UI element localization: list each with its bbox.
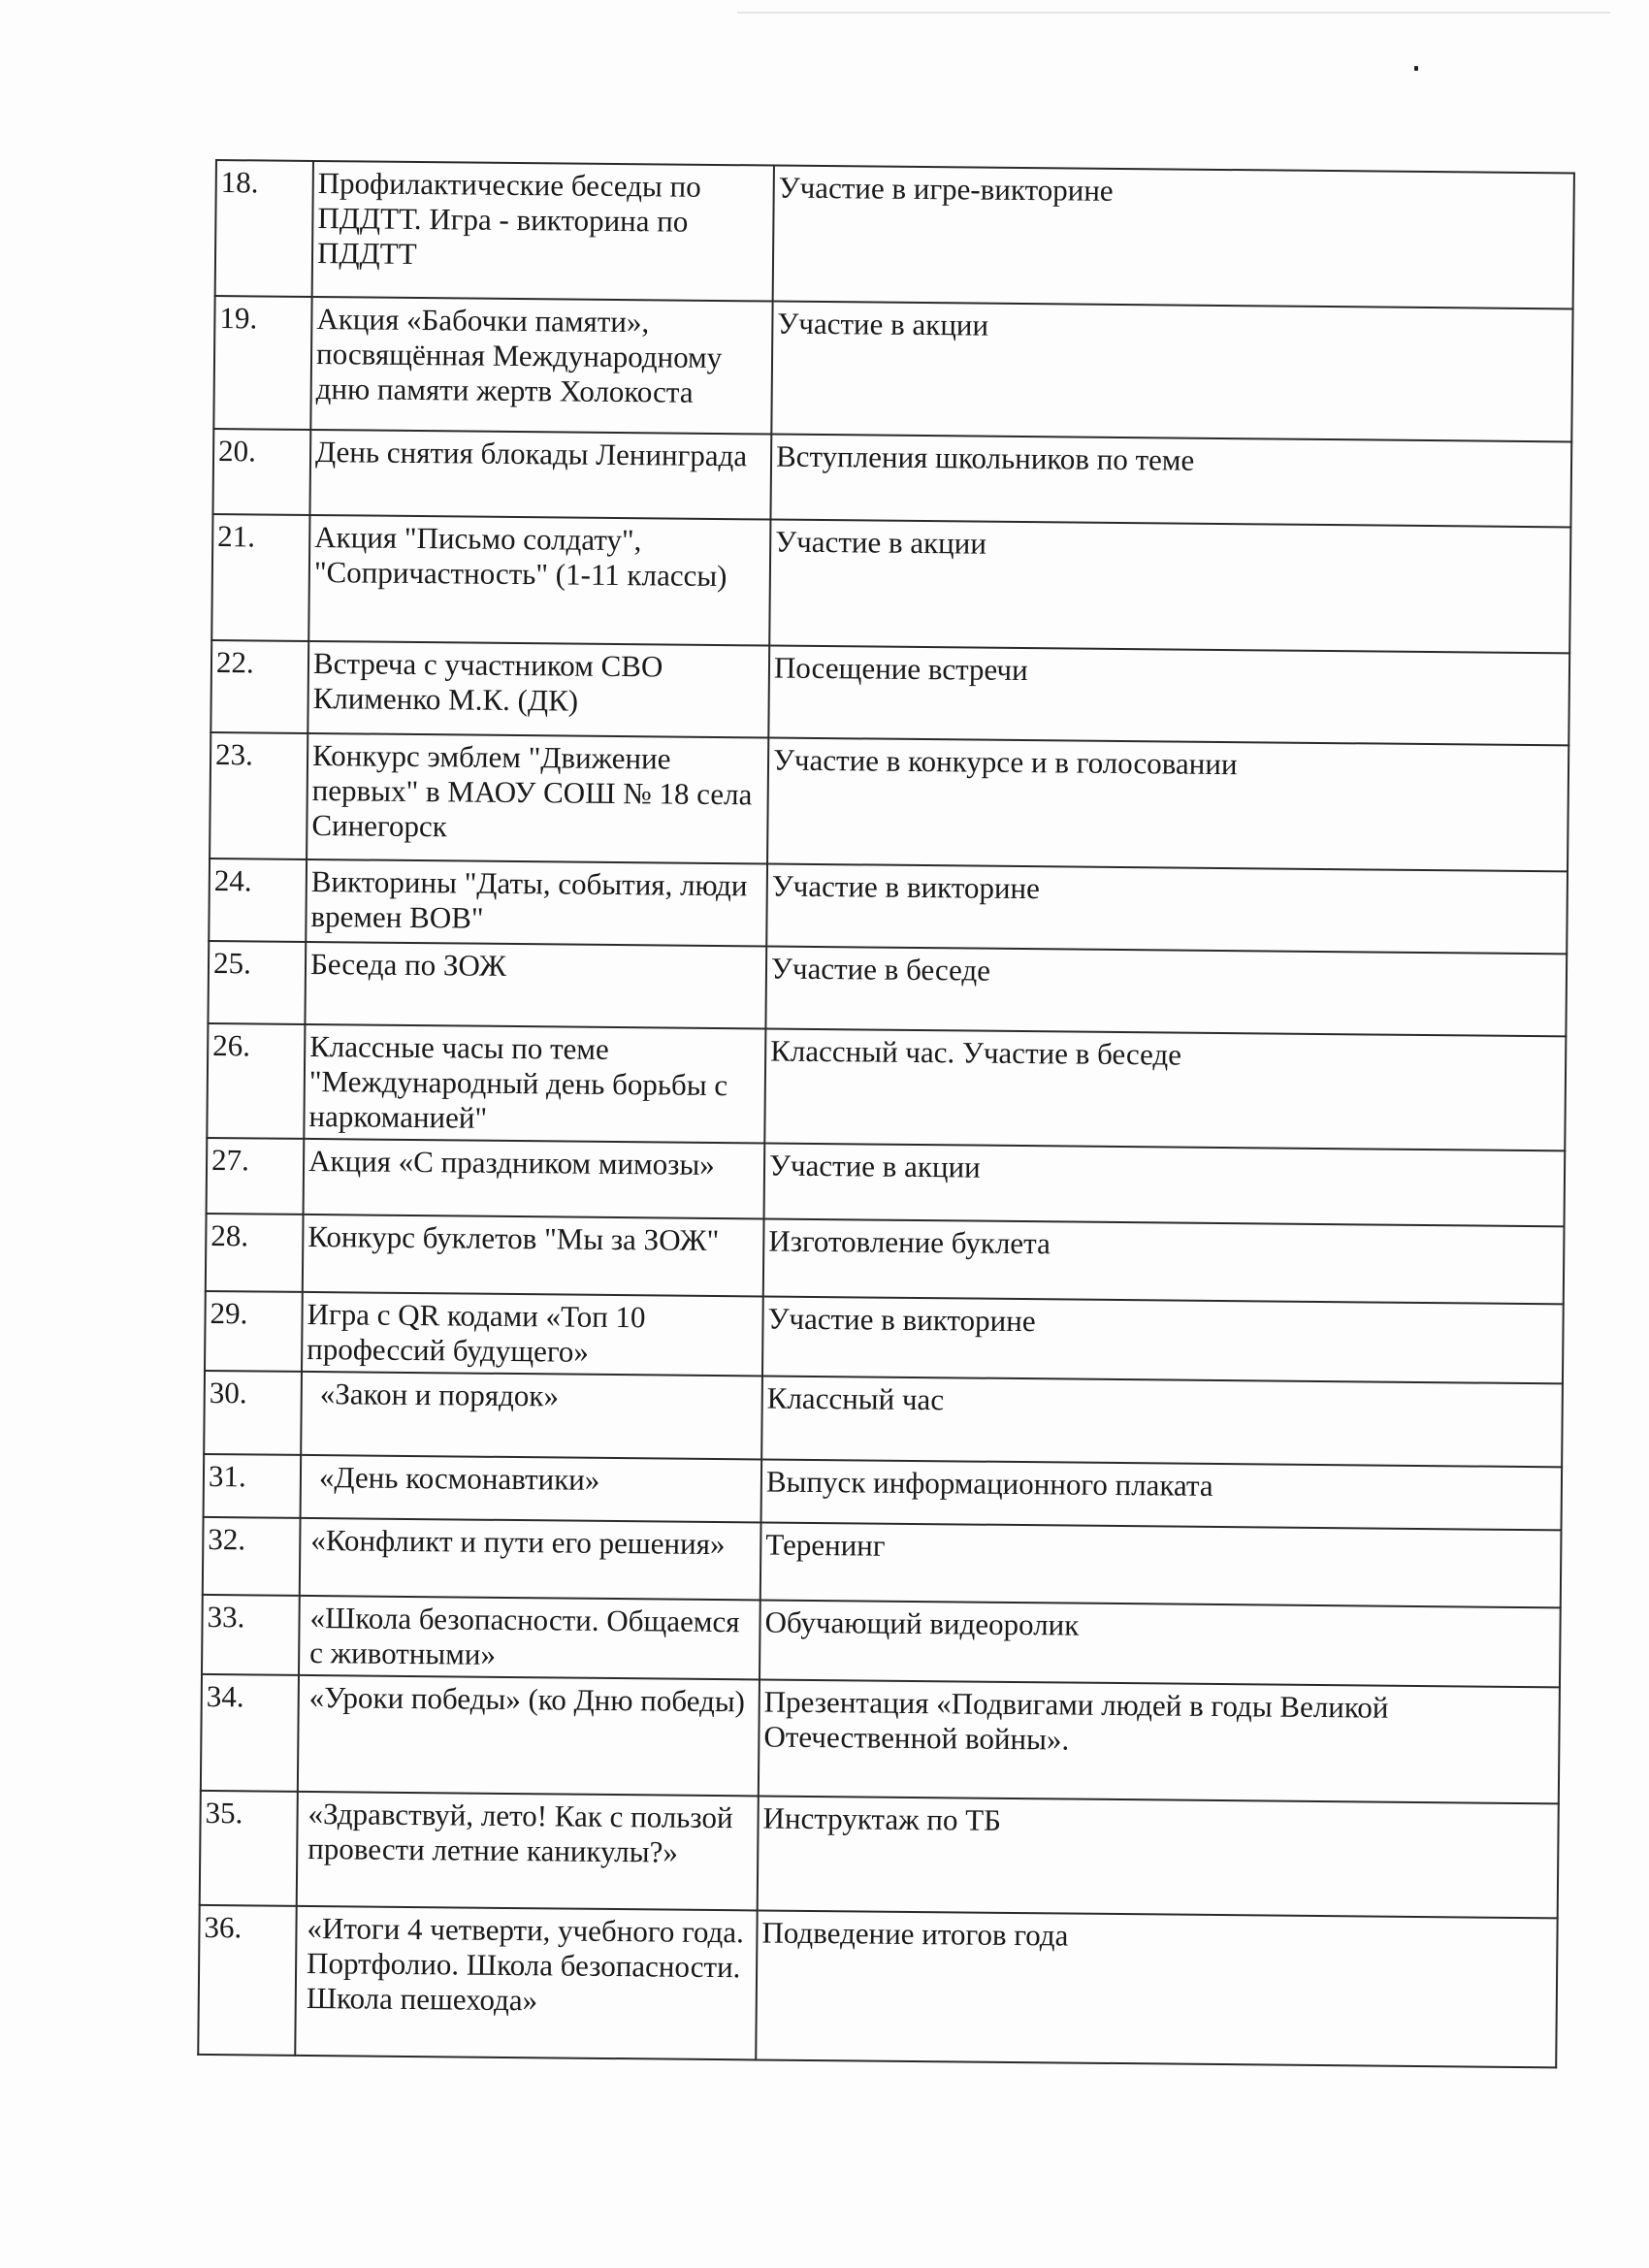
table-row xyxy=(201,1674,1560,1803)
event-form: Участие в викторине xyxy=(762,1296,1564,1383)
event-title: Акция «Бабочки памяти», посвящённая Международному дню памяти жертв Холокоста xyxy=(310,297,772,435)
event-form: Участие в викторине xyxy=(766,863,1568,954)
event-form: Участие в акции xyxy=(764,1143,1566,1226)
event-title: «Закон и порядок» xyxy=(301,1372,762,1460)
event-title: Конкурс буклетов "Мы за ЗОЖ" xyxy=(303,1215,764,1297)
row-number: 31. xyxy=(204,1454,302,1518)
table-row xyxy=(205,1291,1564,1383)
row-number: 23. xyxy=(210,732,307,859)
row-number: 32. xyxy=(203,1517,301,1596)
event-form: Обучающий видеоролик xyxy=(760,1600,1561,1687)
row-number: 36. xyxy=(198,1905,296,2056)
table-row xyxy=(204,1371,1563,1467)
table-row xyxy=(208,941,1567,1036)
event-title: «Итоги 4 четверти, учебного года. Портфолио. Школа безопасности. Школа пешехода» xyxy=(295,1906,757,2060)
event-form: Посещение встречи xyxy=(768,646,1569,746)
table-row xyxy=(200,1791,1559,1918)
event-title: Профилактические беседы по ПДДТТ. Игра - викторина по ПДДТТ xyxy=(312,161,774,302)
events-table-body xyxy=(198,160,1574,2067)
event-title: «День космонавтики» xyxy=(301,1455,762,1523)
table-row xyxy=(210,732,1568,871)
table-row xyxy=(209,859,1568,954)
table-row xyxy=(212,429,1571,527)
row-number: 22. xyxy=(210,640,308,733)
event-form: Выпуск информационного плаката xyxy=(761,1459,1563,1530)
event-form: Участие в конкурсе и в голосовании xyxy=(767,738,1568,872)
table-row xyxy=(211,514,1570,653)
row-number: 26. xyxy=(207,1023,305,1139)
table-row xyxy=(213,296,1572,441)
table-row xyxy=(203,1517,1562,1607)
event-title: Акция "Письмо солдату", "Сопричастность" (1-11 классы) xyxy=(308,515,770,646)
event-title: Викторины "Даты, события, люди времен ВОВ" xyxy=(306,859,767,947)
event-title: Игра с QR кодами «Топ 10 профессий будущего» xyxy=(302,1292,763,1377)
table-row xyxy=(210,640,1569,745)
event-title: «Школа безопасности. Общаемся с животными» xyxy=(299,1596,760,1680)
event-title: «Здравствуй, лето! Как с пользой провести летние каникулы?» xyxy=(297,1792,759,1911)
table-row xyxy=(206,1214,1565,1304)
row-number: 27. xyxy=(207,1138,305,1215)
row-number: 28. xyxy=(206,1214,304,1292)
row-number: 25. xyxy=(208,941,306,1024)
event-form: Участие в акции xyxy=(771,302,1572,442)
table-row xyxy=(198,1905,1557,2067)
event-form: Подведение итогов года xyxy=(756,1910,1557,2067)
event-form: Участие в акции xyxy=(769,520,1570,654)
event-title: Встреча с участником СВО Клименко М.К. (ДК) xyxy=(307,641,769,738)
event-title: Классные часы по теме "Международный день борьбы с наркоманией" xyxy=(304,1024,765,1144)
event-title: День снятия блокады Ленинграда xyxy=(309,430,771,520)
event-form: Классный час. Участие в беседе xyxy=(764,1028,1566,1150)
row-number: 19. xyxy=(213,296,311,430)
event-form: Презентация «Подвигами людей в годы Великой Отечественной войны». xyxy=(759,1679,1560,1803)
row-number: 35. xyxy=(200,1791,298,1906)
event-form: Теренинг xyxy=(760,1522,1562,1607)
events-table xyxy=(197,159,1575,2068)
table-row xyxy=(202,1595,1561,1687)
table-row xyxy=(215,160,1574,308)
event-form: Классный час xyxy=(761,1376,1563,1467)
row-number: 21. xyxy=(211,514,309,641)
row-number: 33. xyxy=(202,1595,300,1675)
row-number: 29. xyxy=(205,1291,303,1372)
event-form: Изготовление буклета xyxy=(763,1218,1565,1304)
table-row xyxy=(207,1138,1566,1226)
scan-speck xyxy=(1414,66,1418,71)
event-title: «Уроки победы» (ко Дню победы) xyxy=(298,1675,760,1797)
row-number: 34. xyxy=(201,1674,299,1792)
scan-smudge xyxy=(737,12,1610,14)
table-row xyxy=(207,1023,1566,1150)
event-title: Беседа по ЗОЖ xyxy=(305,942,766,1029)
event-title: Акция «С праздником мимозы» xyxy=(304,1139,765,1219)
event-form: Участие в игре-викторине xyxy=(773,166,1574,309)
event-title: «Конфликт и пути его решения» xyxy=(300,1518,761,1601)
event-form: Инструктаж по ТБ xyxy=(758,1796,1559,1918)
event-form: Участие в беседе xyxy=(765,946,1567,1036)
row-number: 18. xyxy=(215,160,313,297)
row-number: 24. xyxy=(209,859,307,942)
event-title: Конкурс эмблем "Движение первых" в МАОУ СОШ № 18 села Синегорск xyxy=(307,733,768,864)
event-form: Вступления школьников по теме xyxy=(770,435,1571,528)
row-number: 30. xyxy=(204,1371,302,1455)
row-number: 20. xyxy=(212,429,310,515)
